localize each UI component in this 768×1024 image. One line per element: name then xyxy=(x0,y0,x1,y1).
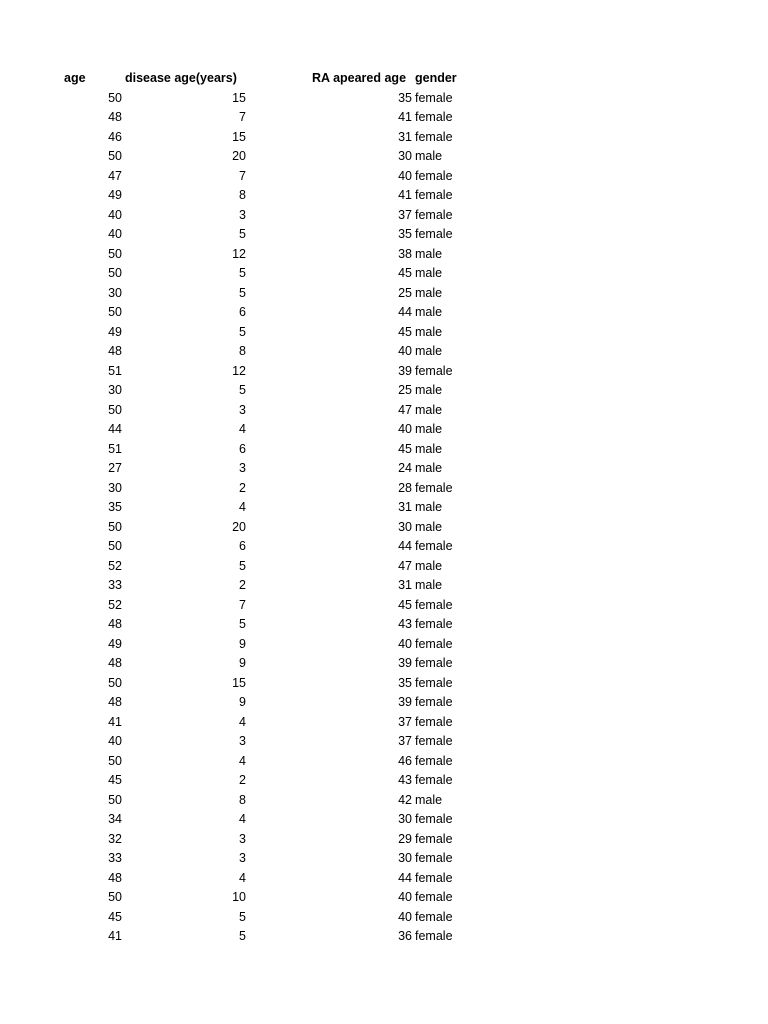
table-row xyxy=(0,225,768,245)
cell-gender[interactable]: female xyxy=(415,831,453,846)
table-row xyxy=(0,498,768,518)
cell-gender[interactable]: male xyxy=(415,500,443,514)
cell-ra-appeared-age[interactable]: 24 xyxy=(398,461,412,475)
table-row xyxy=(0,401,768,421)
table-row xyxy=(0,303,768,323)
cell-age[interactable]: 34 xyxy=(108,812,122,826)
cell-ra-appeared-age[interactable]: 30 xyxy=(398,851,412,865)
cell-gender[interactable]: female xyxy=(415,753,453,768)
cell-gender[interactable]: male xyxy=(415,461,443,475)
table-row xyxy=(0,830,768,850)
cell-age[interactable]: 45 xyxy=(108,773,122,787)
table-row xyxy=(0,576,768,596)
table-row xyxy=(0,362,768,382)
cell-gender[interactable]: male xyxy=(415,149,443,163)
cell-age[interactable]: 48 xyxy=(108,617,122,631)
cell-disease-age[interactable]: 12 xyxy=(232,246,246,261)
table-row xyxy=(0,206,768,226)
table-row xyxy=(0,89,768,109)
table-row xyxy=(0,186,768,206)
cell-gender[interactable]: male xyxy=(415,558,443,573)
table-row xyxy=(0,479,768,499)
cell-disease-age[interactable]: 4 xyxy=(239,870,246,885)
table-row xyxy=(0,537,768,557)
cell-age[interactable]: 48 xyxy=(108,870,122,885)
cell-age[interactable]: 50 xyxy=(108,539,122,553)
table-row xyxy=(0,674,768,694)
cell-age[interactable]: 41 xyxy=(108,714,122,729)
cell-gender[interactable]: female xyxy=(415,188,453,202)
cell-ra-appeared-age[interactable]: 47 xyxy=(398,558,412,573)
cell-disease-age[interactable]: 7 xyxy=(239,168,246,183)
cell-disease-age[interactable]: 5 xyxy=(239,558,246,573)
cell-disease-age[interactable]: 20 xyxy=(232,519,246,534)
cell-gender[interactable]: male xyxy=(415,305,443,319)
table-row xyxy=(0,128,768,148)
cell-ra-appeared-age[interactable]: 39 xyxy=(398,363,412,378)
table-row xyxy=(0,108,768,128)
cell-ra-appeared-age[interactable]: 46 xyxy=(398,753,412,768)
cell-ra-appeared-age[interactable]: 25 xyxy=(398,285,412,300)
cell-disease-age[interactable]: 7 xyxy=(239,110,246,124)
cell-ra-appeared-age[interactable]: 40 xyxy=(398,909,412,924)
table-row xyxy=(0,615,768,635)
cell-gender[interactable]: female xyxy=(415,90,453,105)
cell-age[interactable]: 51 xyxy=(108,441,122,456)
cell-disease-age[interactable]: 6 xyxy=(239,441,246,456)
cell-disease-age[interactable]: 7 xyxy=(239,597,246,612)
cell-ra-appeared-age[interactable]: 38 xyxy=(398,246,412,261)
cell-age[interactable]: 30 xyxy=(108,480,122,495)
cell-age[interactable]: 49 xyxy=(108,188,122,202)
cell-disease-age[interactable]: 10 xyxy=(232,890,246,904)
cell-disease-age[interactable]: 4 xyxy=(239,422,246,436)
cell-gender[interactable]: female xyxy=(415,773,453,787)
cell-disease-age[interactable]: 3 xyxy=(239,734,246,748)
cell-disease-age[interactable]: 3 xyxy=(239,851,246,865)
cell-ra-appeared-age[interactable]: 39 xyxy=(398,656,412,670)
cell-gender[interactable]: female xyxy=(415,890,453,904)
cell-gender[interactable]: female xyxy=(415,110,453,124)
cell-age[interactable]: 49 xyxy=(108,636,122,651)
cell-age[interactable]: 48 xyxy=(108,110,122,124)
cell-gender[interactable]: male xyxy=(415,519,443,534)
cell-gender[interactable]: male xyxy=(415,402,443,417)
cell-gender[interactable]: female xyxy=(415,597,453,612)
cell-gender[interactable]: female xyxy=(415,227,453,241)
table-row xyxy=(0,245,768,265)
cell-age[interactable]: 33 xyxy=(108,851,122,865)
cell-gender[interactable]: male xyxy=(415,441,443,456)
cell-disease-age[interactable]: 5 xyxy=(239,324,246,339)
cell-ra-appeared-age[interactable]: 29 xyxy=(398,831,412,846)
cell-disease-age[interactable]: 12 xyxy=(232,363,246,378)
cell-gender[interactable]: female xyxy=(415,207,453,222)
table-row xyxy=(0,557,768,577)
cell-ra-appeared-age[interactable]: 40 xyxy=(398,168,412,183)
cell-gender[interactable]: male xyxy=(415,246,443,261)
cell-disease-age[interactable]: 6 xyxy=(239,539,246,553)
cell-age[interactable]: 50 xyxy=(108,305,122,319)
cell-disease-age[interactable]: 2 xyxy=(239,773,246,787)
cell-ra-appeared-age[interactable]: 40 xyxy=(398,890,412,904)
cell-disease-age[interactable]: 5 xyxy=(239,285,246,300)
header-row xyxy=(0,69,768,89)
cell-age[interactable]: 50 xyxy=(108,890,122,904)
cell-gender[interactable]: male xyxy=(415,792,443,807)
cell-gender[interactable]: male xyxy=(415,422,443,436)
table-row xyxy=(0,791,768,811)
header-gender[interactable]: gender xyxy=(415,71,457,85)
data-table xyxy=(0,69,768,947)
cell-disease-age[interactable]: 15 xyxy=(232,129,246,144)
cell-ra-appeared-age[interactable]: 40 xyxy=(398,636,412,651)
cell-disease-age[interactable]: 9 xyxy=(239,636,246,651)
cell-ra-appeared-age[interactable]: 44 xyxy=(398,539,412,553)
cell-disease-age[interactable]: 3 xyxy=(239,207,246,222)
header-ra-appeared-age[interactable]: RA apeared age xyxy=(312,71,407,85)
cell-disease-age[interactable]: 15 xyxy=(232,90,246,105)
cell-age[interactable]: 50 xyxy=(108,792,122,807)
cell-age[interactable]: 48 xyxy=(108,695,122,709)
cell-ra-appeared-age[interactable]: 41 xyxy=(398,110,412,124)
cell-ra-appeared-age[interactable]: 42 xyxy=(398,792,412,807)
cell-age[interactable]: 32 xyxy=(108,831,122,846)
cell-gender[interactable]: female xyxy=(415,929,453,943)
table-row xyxy=(0,323,768,343)
table-row xyxy=(0,927,768,947)
cell-ra-appeared-age[interactable]: 39 xyxy=(398,695,412,709)
cell-gender[interactable]: female xyxy=(415,656,453,670)
cell-ra-appeared-age[interactable]: 43 xyxy=(398,617,412,631)
cell-ra-appeared-age[interactable]: 31 xyxy=(398,500,412,514)
cell-gender[interactable]: male xyxy=(415,578,443,592)
table-row xyxy=(0,284,768,304)
cell-disease-age[interactable]: 4 xyxy=(239,714,246,729)
cell-age[interactable]: 30 xyxy=(108,285,122,300)
cell-disease-age[interactable]: 5 xyxy=(239,617,246,631)
cell-ra-appeared-age[interactable]: 45 xyxy=(398,324,412,339)
cell-age[interactable]: 49 xyxy=(108,324,122,339)
cell-disease-age[interactable]: 15 xyxy=(232,675,246,690)
cell-age[interactable]: 50 xyxy=(108,149,122,163)
cell-gender[interactable]: female xyxy=(415,909,453,924)
cell-age[interactable]: 40 xyxy=(108,207,122,222)
table-row xyxy=(0,167,768,187)
cell-ra-appeared-age[interactable]: 35 xyxy=(398,227,412,241)
cell-age[interactable]: 35 xyxy=(108,500,122,514)
cell-gender[interactable]: female xyxy=(415,695,453,709)
cell-gender[interactable]: female xyxy=(415,617,453,631)
table-row xyxy=(0,888,768,908)
cell-ra-appeared-age[interactable]: 35 xyxy=(398,90,412,105)
cell-disease-age[interactable]: 9 xyxy=(239,656,246,670)
cell-age[interactable]: 50 xyxy=(108,246,122,261)
cell-ra-appeared-age[interactable]: 41 xyxy=(398,188,412,202)
table-row xyxy=(0,771,768,791)
cell-ra-appeared-age[interactable]: 45 xyxy=(398,597,412,612)
table-row xyxy=(0,342,768,362)
cell-disease-age[interactable]: 2 xyxy=(239,578,246,592)
cell-gender[interactable]: female xyxy=(415,714,453,729)
cell-ra-appeared-age[interactable]: 36 xyxy=(398,929,412,943)
table-row xyxy=(0,654,768,674)
cell-gender[interactable]: female xyxy=(415,363,453,378)
cell-disease-age[interactable]: 5 xyxy=(239,266,246,280)
cell-gender[interactable]: male xyxy=(415,266,443,280)
table-row xyxy=(0,459,768,479)
cell-disease-age[interactable]: 3 xyxy=(239,461,246,475)
cell-age[interactable]: 27 xyxy=(108,461,122,475)
cell-ra-appeared-age[interactable]: 28 xyxy=(398,480,412,495)
table-row xyxy=(0,596,768,616)
cell-disease-age[interactable]: 20 xyxy=(232,149,246,163)
cell-age[interactable]: 51 xyxy=(108,363,122,378)
cell-age[interactable]: 40 xyxy=(108,734,122,748)
cell-ra-appeared-age[interactable]: 45 xyxy=(398,441,412,456)
table-row xyxy=(0,381,768,401)
cell-disease-age[interactable]: 4 xyxy=(239,812,246,826)
cell-disease-age[interactable]: 5 xyxy=(239,383,246,397)
cell-disease-age[interactable]: 5 xyxy=(239,929,246,943)
cell-gender[interactable]: female xyxy=(415,168,453,183)
cell-age[interactable]: 50 xyxy=(108,266,122,280)
cell-disease-age[interactable]: 9 xyxy=(239,695,246,709)
cell-gender[interactable]: female xyxy=(415,539,453,553)
cell-age[interactable]: 52 xyxy=(108,558,122,573)
cell-gender[interactable]: female xyxy=(415,812,453,826)
cell-ra-appeared-age[interactable]: 25 xyxy=(398,383,412,397)
cell-disease-age[interactable]: 3 xyxy=(239,402,246,417)
cell-ra-appeared-age[interactable]: 31 xyxy=(398,129,412,144)
cell-disease-age[interactable]: 2 xyxy=(239,480,246,495)
cell-disease-age[interactable]: 5 xyxy=(239,227,246,241)
cell-gender[interactable]: female xyxy=(415,480,453,495)
cell-disease-age[interactable]: 4 xyxy=(239,500,246,514)
cell-ra-appeared-age[interactable]: 43 xyxy=(398,773,412,787)
cell-gender[interactable]: male xyxy=(415,324,443,339)
table-row xyxy=(0,440,768,460)
cell-age[interactable]: 48 xyxy=(108,344,122,358)
cell-disease-age[interactable]: 8 xyxy=(239,344,246,358)
table-row xyxy=(0,810,768,830)
cell-age[interactable]: 45 xyxy=(108,909,122,924)
cell-gender[interactable]: female xyxy=(415,636,453,651)
table-row xyxy=(0,518,768,538)
cell-age[interactable]: 44 xyxy=(108,422,122,436)
cell-ra-appeared-age[interactable]: 37 xyxy=(398,714,412,729)
cell-age[interactable]: 50 xyxy=(108,753,122,768)
cell-gender[interactable]: male xyxy=(415,285,443,300)
cell-ra-appeared-age[interactable]: 30 xyxy=(398,519,412,534)
table-row xyxy=(0,693,768,713)
cell-gender[interactable]: female xyxy=(415,129,453,144)
table-row xyxy=(0,420,768,440)
cell-age[interactable]: 40 xyxy=(108,227,122,241)
table-row xyxy=(0,713,768,733)
cell-gender[interactable]: male xyxy=(415,344,443,358)
cell-gender[interactable]: female xyxy=(415,675,453,690)
cell-gender[interactable]: female xyxy=(415,870,453,885)
cell-ra-appeared-age[interactable]: 30 xyxy=(398,812,412,826)
cell-ra-appeared-age[interactable]: 45 xyxy=(398,266,412,280)
table-row xyxy=(0,264,768,284)
table-row xyxy=(0,752,768,772)
table-row xyxy=(0,869,768,889)
cell-disease-age[interactable]: 8 xyxy=(239,188,246,202)
header-disease-age[interactable]: disease age(years) xyxy=(125,71,237,85)
cell-ra-appeared-age[interactable]: 40 xyxy=(398,344,412,358)
cell-ra-appeared-age[interactable]: 40 xyxy=(398,422,412,436)
cell-ra-appeared-age[interactable]: 47 xyxy=(398,402,412,417)
cell-ra-appeared-age[interactable]: 31 xyxy=(398,578,412,592)
cell-ra-appeared-age[interactable]: 35 xyxy=(398,675,412,690)
cell-ra-appeared-age[interactable]: 44 xyxy=(398,305,412,319)
cell-gender[interactable]: female xyxy=(415,851,453,865)
cell-gender[interactable]: female xyxy=(415,734,453,748)
cell-age[interactable]: 46 xyxy=(108,129,122,144)
cell-ra-appeared-age[interactable]: 30 xyxy=(398,149,412,163)
cell-disease-age[interactable]: 3 xyxy=(239,831,246,846)
table-row xyxy=(0,147,768,167)
header-age[interactable]: age xyxy=(64,71,86,85)
cell-disease-age[interactable]: 5 xyxy=(239,909,246,924)
cell-age[interactable]: 50 xyxy=(108,675,122,690)
cell-age[interactable]: 50 xyxy=(108,90,122,105)
cell-ra-appeared-age[interactable]: 37 xyxy=(398,734,412,748)
cell-disease-age[interactable]: 4 xyxy=(239,753,246,768)
cell-disease-age[interactable]: 8 xyxy=(239,792,246,807)
cell-age[interactable]: 52 xyxy=(108,597,122,612)
cell-age[interactable]: 30 xyxy=(108,383,122,397)
cell-disease-age[interactable]: 6 xyxy=(239,305,246,319)
table-row xyxy=(0,849,768,869)
table-row xyxy=(0,908,768,928)
cell-ra-appeared-age[interactable]: 37 xyxy=(398,207,412,222)
cell-age[interactable]: 47 xyxy=(108,168,122,183)
cell-gender[interactable]: male xyxy=(415,383,443,397)
table-row xyxy=(0,635,768,655)
cell-age[interactable]: 41 xyxy=(108,929,122,943)
table-body xyxy=(0,89,768,947)
cell-age[interactable]: 48 xyxy=(108,656,122,670)
cell-ra-appeared-age[interactable]: 44 xyxy=(398,870,412,885)
table-row xyxy=(0,732,768,752)
cell-age[interactable]: 50 xyxy=(108,402,122,417)
cell-age[interactable]: 50 xyxy=(108,519,122,534)
cell-age[interactable]: 33 xyxy=(108,578,122,592)
